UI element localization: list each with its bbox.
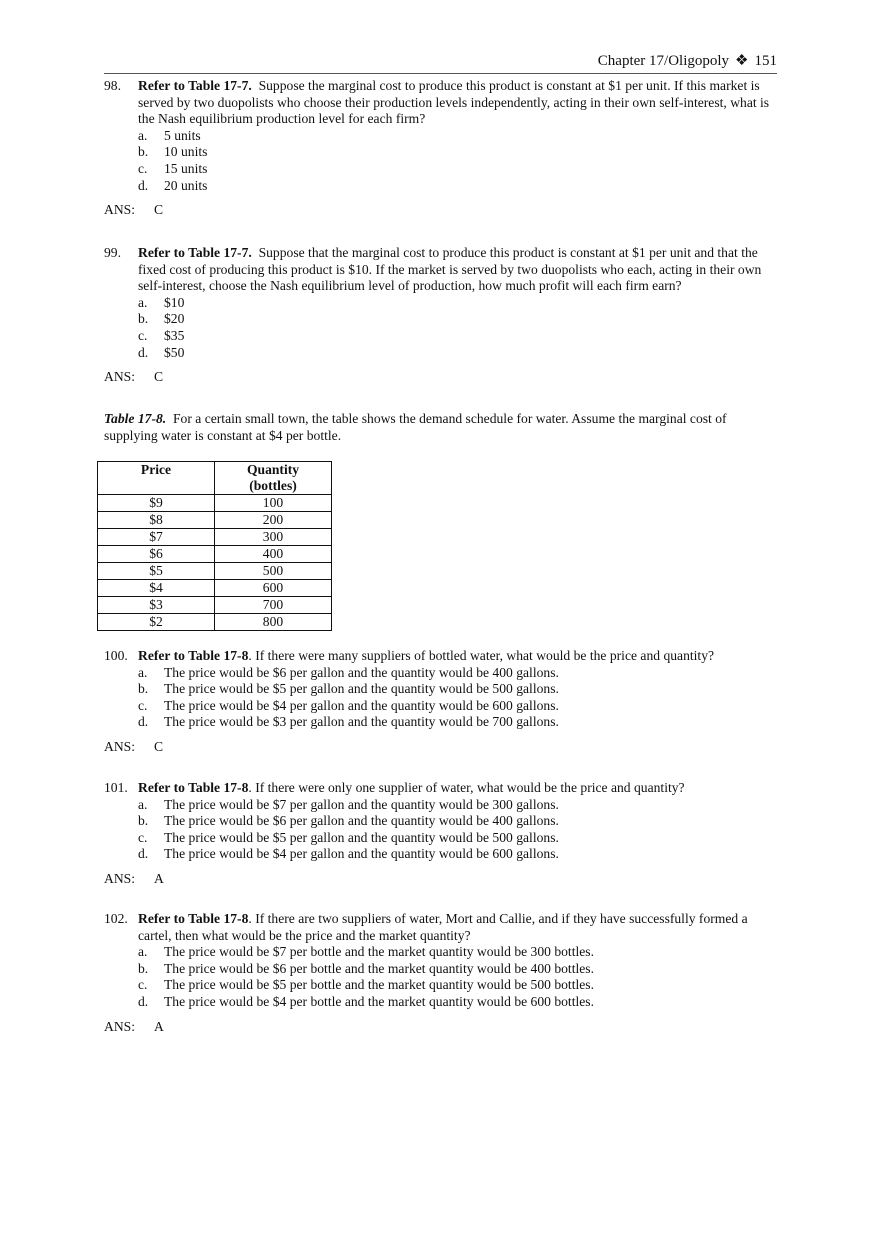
choice-c: c. The price would be $4 per gallon and the quantity would be 600 gallons. xyxy=(138,697,559,713)
question-number: 102. xyxy=(104,911,128,926)
question-number: 99. xyxy=(104,245,121,260)
answer-line: ANS: C xyxy=(104,369,164,385)
table-row: $9 100 xyxy=(98,495,332,512)
header-quantity: Quantity (bottles) xyxy=(215,462,332,495)
table-row: $5 500 xyxy=(98,563,332,580)
question-101 xyxy=(104,780,777,888)
table-description: For a certain small town, the table shows the demand schedule for water. Assume the marginal cost of supplying water is constant at $4 per bottle. xyxy=(104,411,727,443)
choice-c: c. 15 units xyxy=(138,160,208,176)
choice-c: c. The price would be $5 per gallon and the quantity would be 500 gallons. xyxy=(138,829,559,845)
answer-value: C xyxy=(154,369,164,385)
table-reference: Refer to Table 17-7. xyxy=(138,245,252,260)
table-reference: Refer to Table 17-8 xyxy=(138,911,249,926)
table-reference: Refer to Table 17-8 xyxy=(138,780,249,795)
choice-b: b. $20 xyxy=(138,311,185,327)
question-98 xyxy=(104,78,777,219)
question-stem xyxy=(104,245,777,295)
question-99 xyxy=(104,245,777,386)
table-row: $4 600 xyxy=(98,580,332,597)
choice-c: c. $35 xyxy=(138,327,185,343)
table-row: $7 300 xyxy=(98,529,332,546)
page-header xyxy=(104,51,777,74)
question-number: 98. xyxy=(104,78,121,93)
question-text: Suppose the marginal cost to produce this product is constant at $1 per unit. If this market is served by two duopolists who choose their production levels independently, acting in their own self-interest, what is the Nash equilibrium production level for each firm? xyxy=(138,78,770,127)
answer-line: ANS: C xyxy=(104,202,164,218)
table-header-row xyxy=(98,462,332,495)
question-stem xyxy=(104,648,777,665)
question-text: Suppose that the marginal cost to produce this product is constant at $1 per unit and that the fixed cost of producing this product is $10. If the market is served by two duopolists who each, acting in their own self-interest, choose the Nash equilibrium level of production, how much profit will each firm earn? xyxy=(138,245,762,294)
question-text: . If there are two suppliers of water, Mort and Callie, and if they have successfully formed a cartel, then what would be the price and the market quantity? xyxy=(138,911,748,943)
table-caption xyxy=(104,411,777,444)
choice-a: a. The price would be $7 per bottle and the market quantity would be 300 bottles. xyxy=(138,944,594,960)
table-row: $8 200 xyxy=(98,512,332,529)
question-number: 101. xyxy=(104,780,128,795)
choice-b: b. 10 units xyxy=(138,144,208,160)
answer-line: ANS: A xyxy=(104,870,164,886)
choice-a: a. The price would be $6 per gallon and the quantity would be 400 gallons. xyxy=(138,664,559,680)
chapter-title: Chapter 17/Oligopoly xyxy=(597,53,730,69)
choice-d: d. The price would be $4 per bottle and the market quantity would be 600 bottles. xyxy=(138,993,594,1009)
choice-d: d. The price would be $3 per gallon and the quantity would be 700 gallons. xyxy=(138,714,559,730)
table-row: $3 700 xyxy=(98,597,332,614)
choice-d: d. $50 xyxy=(138,344,185,360)
question-number: 100. xyxy=(104,648,128,663)
table-reference: Refer to Table 17-7. xyxy=(138,78,252,93)
header-price: Price xyxy=(98,462,215,495)
answer-value: A xyxy=(154,1018,164,1034)
answer-line: ANS: C xyxy=(104,738,164,754)
answer-value: C xyxy=(154,202,164,218)
question-stem xyxy=(104,911,777,944)
demand-table xyxy=(97,461,332,631)
question-text: . If there were only one supplier of water, what would be the price and quantity? xyxy=(248,780,685,795)
answer-value: A xyxy=(154,870,164,886)
choice-d: d. The price would be $4 per gallon and the quantity would be 600 gallons. xyxy=(138,846,559,862)
choice-c: c. The price would be $5 per bottle and the market quantity would be 500 bottles. xyxy=(138,977,594,993)
question-100 xyxy=(104,648,777,756)
table-row: $2 800 xyxy=(98,614,332,631)
question-stem xyxy=(104,780,777,797)
choice-b: b. The price would be $5 per gallon and the quantity would be 500 gallons. xyxy=(138,681,559,697)
ornament-icon: ❖ xyxy=(735,53,749,69)
page-number: 151 xyxy=(754,53,777,69)
answer-value: C xyxy=(154,738,164,754)
choice-a: a. 5 units xyxy=(138,127,201,143)
choice-a: a. $10 xyxy=(138,294,185,310)
question-102 xyxy=(104,911,777,1035)
choice-b: b. The price would be $6 per gallon and the quantity would be 400 gallons. xyxy=(138,813,559,829)
choice-a: a. The price would be $7 per gallon and the quantity would be 300 gallons. xyxy=(138,796,559,812)
table-row: $6 400 xyxy=(98,546,332,563)
question-stem xyxy=(104,78,777,128)
table-title: Table 17-8. xyxy=(104,411,167,426)
answer-line: ANS: A xyxy=(104,1018,164,1034)
choice-d: d. 20 units xyxy=(138,177,208,193)
choice-b: b. The price would be $6 per bottle and the market quantity would be 400 bottles. xyxy=(138,960,594,976)
question-text: . If there were many suppliers of bottled water, what would be the price and quantity? xyxy=(248,648,715,663)
table-reference: Refer to Table 17-8 xyxy=(138,648,249,663)
